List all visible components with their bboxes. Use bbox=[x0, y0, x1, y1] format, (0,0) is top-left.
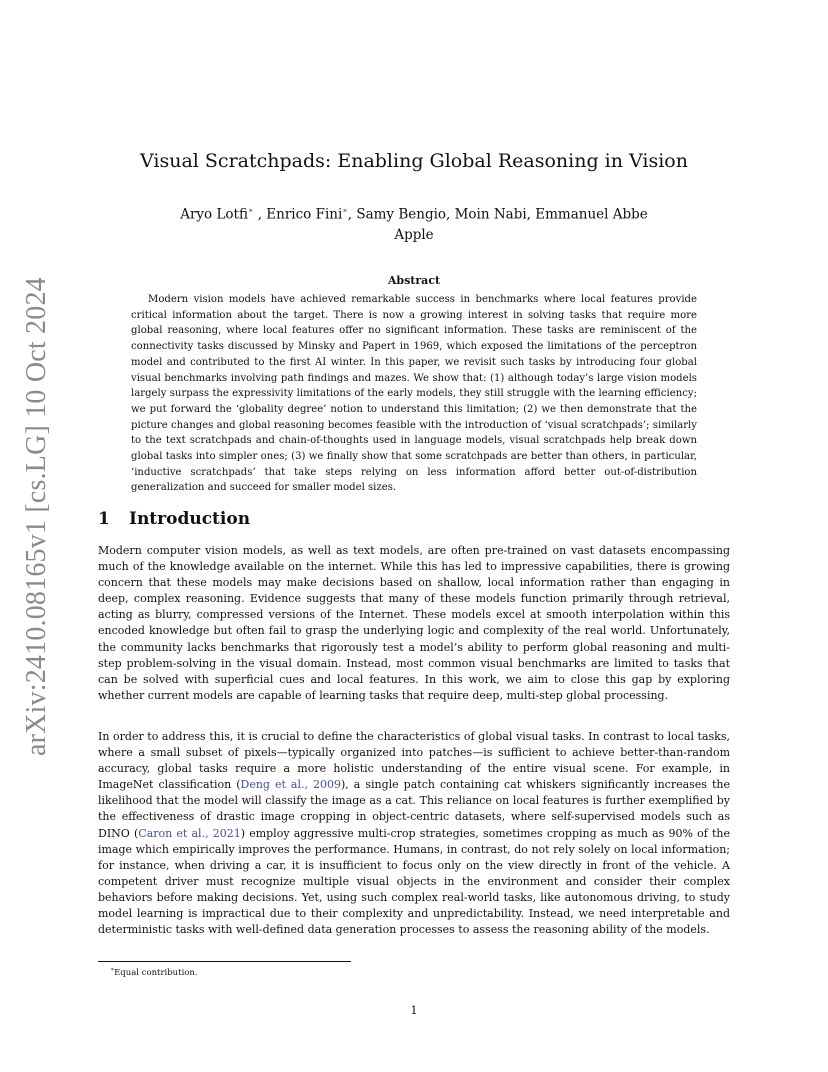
author-name: Aryo Lotfi bbox=[180, 206, 248, 223]
author-separator: , bbox=[253, 206, 267, 223]
citation-link[interactable]: Deng et al., 2009 bbox=[240, 778, 341, 792]
footnote-divider bbox=[98, 961, 351, 962]
section-number: 1 bbox=[98, 509, 110, 529]
citation-link[interactable]: Caron et al., 2021 bbox=[138, 826, 241, 840]
footnote bbox=[110, 964, 198, 979]
paragraph-text: ), a single patch containing cat whiskers significantly increases the likelihood that the model will classify the image as a cat. This reliance on local features is further exemplified by the effectiveness of drastic image cropping in object-centric datasets, where self-supervised models such as DINO ( bbox=[98, 778, 730, 840]
footnote-mark: ∗ bbox=[110, 966, 115, 973]
author-affiliation: Apple bbox=[394, 227, 434, 243]
author-names-rest: , Samy Bengio, Moin Nabi, Emmanuel Abbe bbox=[347, 206, 648, 223]
equal-contribution-mark[interactable]: ∗ bbox=[247, 206, 254, 215]
introduction-paragraph-1: Modern computer vision models, as well as text models, are often pre-trained on vast datasets encompassing much of the knowledge available on the internet. While this has led to impressive capabilities, there is growing concern that these models may make decisions based on shallow, local information rather than engaging in deep, complex reasoning. Evidence suggests that many of these models function primarily through retrieval, acting as blurry, compressed versions of the Internet. These models excel at smooth interpolation within this encoded knowledge but often fail to grasp the underlying logic and complexity of the real world. Unfortunately, the community lacks benchmarks that rigorously test a model’s ability to perform global reasoning and multi-step problem-solving in the visual domain. Instead, most common visual benchmarks are limited to tasks that can be solved with superficial cues and local features. In this work, we aim to close this gap by exploring whether current models are capable of learning tasks that require deep, multi-step global processing. bbox=[98, 544, 730, 702]
arxiv-identifier-stamp: arXiv:2410.08165v1 [cs.LG] 10 Oct 2024 bbox=[21, 277, 52, 756]
author-list bbox=[98, 201, 730, 225]
page-number: 1 bbox=[410, 1004, 418, 1017]
footnote-text: Equal contribution. bbox=[114, 967, 198, 978]
author-name: Enrico Fini bbox=[266, 206, 343, 223]
paper-title: Visual Scratchpads: Enabling Global Reasoning in Vision bbox=[140, 150, 688, 172]
section-heading-introduction bbox=[98, 507, 250, 531]
paragraph-text: In order to address this, it is crucial to define the characteristics of global visual tasks. In contrast to local tasks, where a small subset of pixels—typically organized into patches—is sufficient to achieve better-than-random accuracy, global tasks require a more holistic understanding of the entire visual scene. For example, in ImageNet classification ( bbox=[98, 730, 730, 792]
introduction-paragraph-2 bbox=[98, 729, 730, 938]
equal-contribution-mark[interactable]: ∗ bbox=[342, 206, 348, 215]
paragraph-text: ) employ aggressive multi-crop strategies, sometimes cropping as much as 90% of the image which empirically improves the performance. Humans, in contrast, do not rely solely on local information; for instance, when driving a car, it is insufficient to focus only on the view directly in front of the vehicle. A competent driver must recognize multiple visual objects in the environment and consider their complex behaviors before making decisions. Yet, using such complex real-world tasks, like autonomous driving, to study model learning is impractical due to their complexity and unpredictability. Instead, we need interpretable and deterministic tasks with well-defined data generation processes to assess the reasoning ability of the models. bbox=[98, 826, 730, 937]
abstract-heading: Abstract bbox=[387, 274, 441, 287]
abstract-text: Modern vision models have achieved remarkable success in benchmarks where local features provide critical information about the target. There is now a growing interest in solving tasks that require more global reasoning, where local features offer no significant information. These tasks are reminiscent of the connectivity tasks discussed by Minsky and Papert in 1969, which exposed the limitations of the perceptron model and contributed to the first AI winter. In this paper, we revisit such tasks by introducing four global visual benchmarks involving path findings and mazes. We show that: (1) although today’s large vision models largely surpass the expressivity limitations of the early models, they still struggle with the learning efficiency; we put forward the ‘globality degree’ notion to understand this limitation; (2) we then demonstrate that the picture changes and global reasoning becomes feasible with the introduction of ‘visual scratchpads’; similarly to the text scratchpads and chain-of-thoughts used in language models, visual scratchpads help break down global tasks into simpler ones; (3) we finally show that some scratchpads are better than others, in particular, ‘inductive scratchpads’ that take steps relying on less information afford better out-of-distribution generalization and succeed for smaller model sizes. bbox=[131, 294, 697, 494]
section-title: Introduction bbox=[129, 509, 251, 529]
